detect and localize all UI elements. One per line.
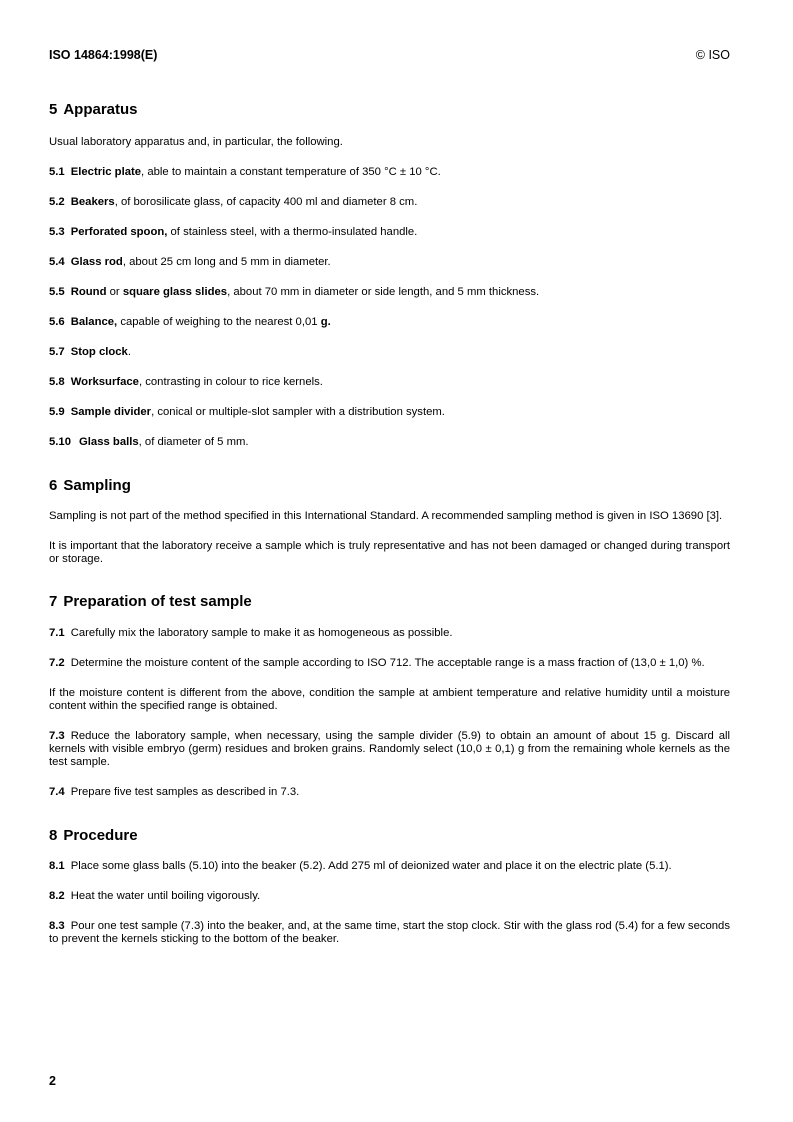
item-text: , conical or multiple-slot sampler with a distribution system. [151, 406, 445, 418]
item-unit: g. [320, 316, 331, 328]
item-text: capable of weighing to the nearest 0,01 [117, 316, 321, 328]
item-number: 5.10 [49, 436, 71, 448]
section-title: Apparatus [63, 101, 138, 118]
paragraph: If the moisture content is different from the above, condition the sample at ambient temperature and relative humidity until a moisture content within the specified range is obtained. [49, 687, 730, 712]
item-number: 7.1 [49, 627, 65, 639]
item-number: 7.3 [49, 730, 65, 742]
item-text: , contrasting in colour to rice kernels. [138, 376, 323, 388]
page-content [49, 92, 730, 946]
item-text: Pour one test sample (7.3) into the beaker, and, at the same time, start the stop clock. Stir with the glass rod (5.4) for a few seconds to prevent the kernels sticking to the bottom of the beaker. [49, 920, 730, 945]
item-number: 5.6 [49, 316, 65, 328]
section-heading-apparatus [49, 101, 730, 119]
section-number: 5 [49, 101, 58, 118]
item-text: Carefully mix the laboratory sample to make it as homogeneous as possible. [70, 627, 453, 639]
item-term: Perforated spoon, [70, 226, 168, 238]
item-text: of stainless steel, with a thermo-insulated handle. [167, 226, 418, 238]
item-term: Worksurface [70, 376, 139, 388]
item-number: 5.4 [49, 256, 65, 268]
item-text: , of diameter of 5 mm. [138, 436, 249, 448]
item-text: or [106, 286, 123, 298]
item-text: , about 70 mm in diameter or side length, and 5 mm thickness. [227, 286, 540, 298]
item-text: , of borosilicate glass, of capacity 400 ml and diameter 8 cm. [114, 196, 418, 208]
list-item [49, 166, 730, 179]
item-term: Electric plate [70, 166, 142, 178]
item-term: Round [70, 286, 107, 298]
item-term: square glass slides [122, 286, 228, 298]
item-number: 5.1 [49, 166, 65, 178]
list-item [49, 316, 730, 329]
item-term: Stop clock [70, 346, 128, 358]
item-text: Heat the water until boiling vigorously. [70, 890, 261, 902]
section-heading-preparation [49, 593, 730, 611]
item-number: 7.4 [49, 786, 65, 798]
section-number: 6 [49, 477, 58, 494]
item-text: , able to maintain a constant temperature of 350 °C ± 10 °C. [141, 166, 441, 178]
list-item [49, 436, 730, 449]
list-item [49, 730, 730, 769]
list-item [49, 256, 730, 269]
item-term: Sample divider [70, 406, 152, 418]
item-term: Beakers [70, 196, 115, 208]
list-item [49, 226, 730, 239]
item-text: Reduce the laboratory sample, when necessary, using the sample divider (5.9) to obtain an amount of about 15 g. Discard all kernels with visible embryo (germ) residues and broken grains. Randomly select (10,0 ± 0,1) g from the remaining whole kernels as the test sample. [49, 730, 730, 768]
list-item [49, 890, 730, 903]
list-item [49, 376, 730, 389]
section-number: 8 [49, 827, 58, 844]
item-term: Glass rod [70, 256, 123, 268]
item-number: 5.3 [49, 226, 65, 238]
list-item [49, 196, 730, 209]
section-heading-sampling [49, 477, 730, 495]
item-number: 5.8 [49, 376, 65, 388]
document-id: ISO 14864:1998(E) [49, 48, 158, 62]
section-title: Procedure [63, 827, 138, 844]
list-item [49, 920, 730, 946]
list-item [49, 346, 730, 359]
item-number: 8.1 [49, 860, 65, 872]
item-number: 8.2 [49, 890, 65, 902]
item-text: , about 25 cm long and 5 mm in diameter. [122, 256, 331, 268]
item-text: Place some glass balls (5.10) into the beaker (5.2). Add 275 ml of deionized water and place it on the electric plate (5.1). [70, 860, 672, 872]
list-item [49, 406, 730, 419]
item-number: 5.9 [49, 406, 65, 418]
item-term: Balance, [70, 316, 118, 328]
paragraph: It is important that the laboratory receive a sample which is truly representative and has not been damaged or changed during transport or storage. [49, 540, 730, 565]
list-item [49, 860, 730, 873]
page-number: 2 [49, 1074, 56, 1088]
item-term: Glass balls [79, 436, 139, 448]
item-number: 5.2 [49, 196, 65, 208]
item-number: 5.5 [49, 286, 65, 298]
section-title: Preparation of test sample [63, 593, 252, 610]
list-item [49, 786, 730, 799]
item-text: . [127, 346, 131, 358]
section-heading-procedure [49, 827, 730, 845]
list-item [49, 286, 730, 299]
item-number: 7.2 [49, 657, 65, 669]
list-item [49, 627, 730, 640]
copyright-notice: © ISO [695, 48, 730, 62]
paragraph: Sampling is not part of the method specified in this International Standard. A recommended sampling method is given in ISO 13690 [3]. [49, 510, 723, 522]
section-number: 7 [49, 593, 58, 610]
item-text: Determine the moisture content of the sample according to ISO 712. The acceptable range is a mass fraction of (13,0 ± 1,0) %. [70, 657, 705, 669]
list-item [49, 657, 730, 670]
item-number: 8.3 [49, 920, 65, 932]
section-title: Sampling [63, 477, 131, 494]
apparatus-intro: Usual laboratory apparatus and, in particular, the following. [49, 136, 343, 148]
item-number: 5.7 [49, 346, 65, 358]
item-text: Prepare five test samples as described in 7.3. [70, 786, 300, 798]
